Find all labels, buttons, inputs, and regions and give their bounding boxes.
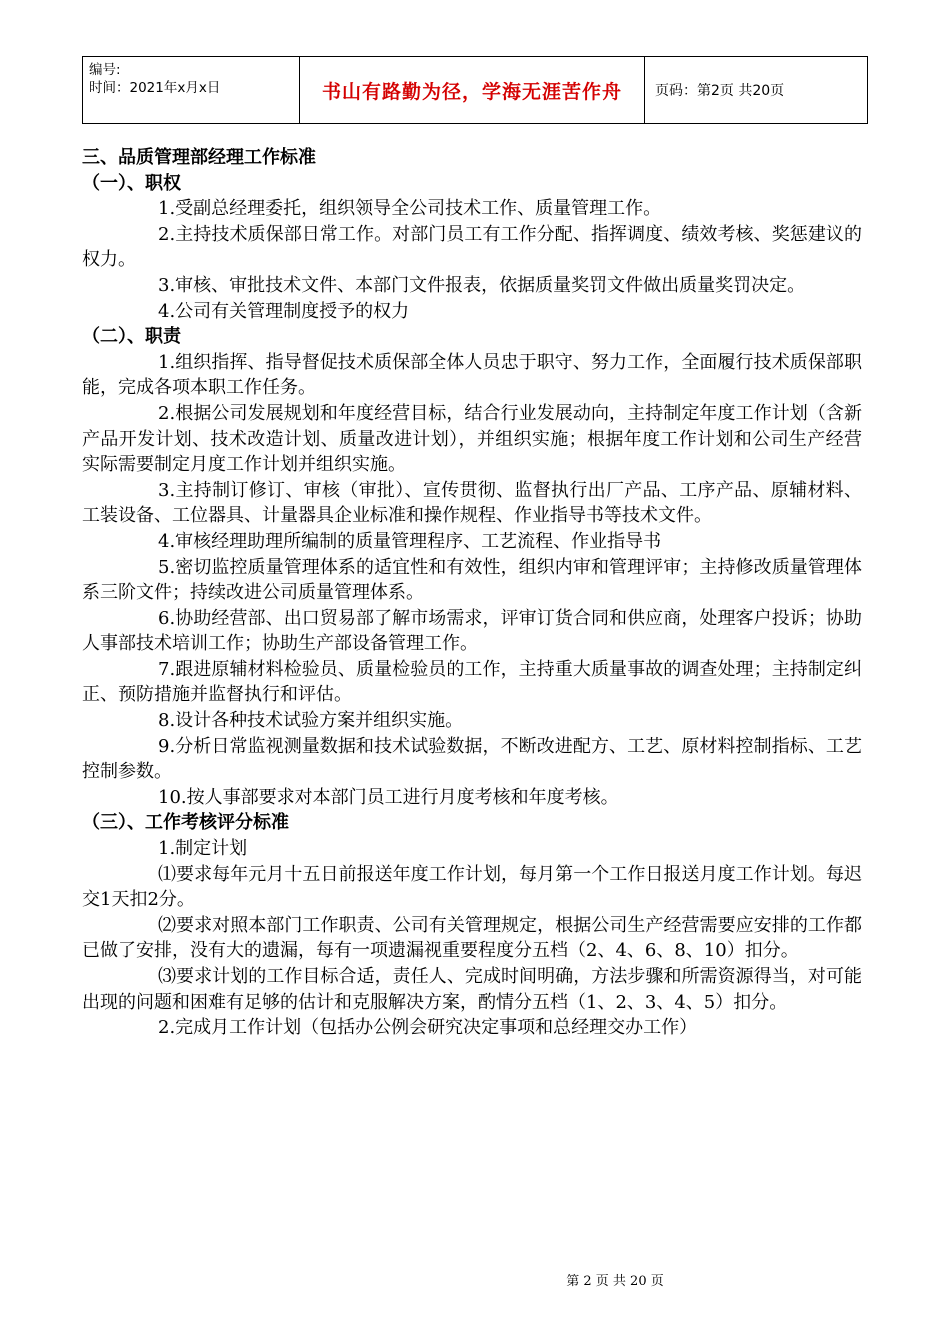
paragraph: 9.分析日常监视测量数据和技术试验数据，不断改进配方、工艺、原材料控制指标、工艺控制参数。 [82, 735, 862, 783]
document-body [82, 145, 862, 1041]
paragraph: 5.密切监控质量管理体系的适宜性和有效性，组织内审和管理评审；主持修改质量管理体系三阶文件；持续改进公司质量管理体系。 [82, 556, 862, 604]
paragraph: 3.审核、审批技术文件、本部门文件报表，依据质量奖罚文件做出质量奖罚决定。 [158, 274, 806, 296]
paragraph: ⑴要求每年元月十五日前报送年度工作计划，每月第一个工作日报送月度工作计划。每迟交1天扣2分。 [82, 863, 862, 911]
header-meta [83, 57, 300, 123]
section-title: 三、品质管理部经理工作标准 [82, 147, 316, 168]
paragraph: 3.主持制订修订、审核（审批）、宣传贯彻、监督执行出厂产品、工序产品、原辅材料、工装设备、工位器具、计量器具企业标准和操作规程、作业指导书等技术文件。 [82, 479, 862, 527]
header-motto: 书山有路勤为径，学海无涯苦作舟 [300, 57, 645, 123]
paragraph: ⑶要求计划的工作目标合适，责任人、完成时间明确，方法步骤和所需资源得当，对可能出现的问题和困难有足够的估计和克服解决方案，酌情分五档（1、2、3、4、5）扣分。 [82, 966, 862, 1013]
page-footer [0, 1270, 950, 1289]
paragraph: 1.受副总经理委托，组织领导全公司技术工作、质量管理工作。 [158, 198, 662, 220]
paragraph: 1.制定计划 [158, 838, 248, 860]
footer-page-number: 第 2 页 共 20 页 [566, 1274, 664, 1289]
paragraph: 4.公司有关管理制度授予的权力 [158, 300, 410, 322]
paragraph: 2.完成月工作计划（包括办公例会研究决定事项和总经理交办工作） [158, 1017, 698, 1039]
subsection-heading-authority: （一）、职权 [82, 172, 181, 194]
subsection-heading-duties: （二）、职责 [82, 326, 181, 348]
paragraph: 8.设计各种技术试验方案并组织实施。 [158, 710, 464, 732]
paragraph: 7.跟进原辅材料检验员、质量检验员的工作，主持重大质量事故的调查处理；主持制定纠正、预防措施并监督执行和评估。 [82, 658, 862, 706]
doc-number-label: 编号: [89, 62, 121, 78]
paragraph: 1.组织指挥、指导督促技术质保部全体人员忠于职守、努力工作，全面履行技术质保部职能，完成各项本职工作任务。 [82, 351, 862, 399]
paragraph: ⑵要求对照本部门工作职责、公司有关管理规定，根据公司生产经营需要应安排的工作都已做了安排，没有大的遗漏，每有一项遗漏视重要程度分五档（2、4、6、8、10）扣分。 [82, 914, 862, 962]
subsection-heading-evaluation: （三）、工作考核评分标准 [82, 812, 289, 834]
paragraph: 2.主持技术质保部日常工作。对部门员工有工作分配、指挥调度、绩效考核、奖惩建议的权力。 [82, 223, 862, 271]
page-header [82, 56, 868, 124]
paragraph: 6.协助经营部、出口贸易部了解市场需求，评审订货合同和供应商，处理客户投诉；协助人事部技术培训工作；协助生产部设备管理工作。 [82, 607, 862, 655]
paragraph: 4.审核经理助理所编制的质量管理程序、工艺流程、作业指导书 [158, 530, 662, 552]
paragraph: 2.根据公司发展规划和年度经营目标，结合行业发展动向，主持制定年度工作计划（含新产品开发计划、技术改造计划、质量改进计划），并组织实施；根据年度工作计划和公司生产经营实际需要制定月度工作计划并组织实施。 [82, 402, 862, 476]
doc-time-label: 时间：2021年x月x日 [89, 80, 221, 96]
paragraph: 10.按人事部要求对本部门员工进行月度考核和年度考核。 [158, 786, 619, 808]
header-page-info: 页码：第2页 共20页 [655, 83, 785, 99]
